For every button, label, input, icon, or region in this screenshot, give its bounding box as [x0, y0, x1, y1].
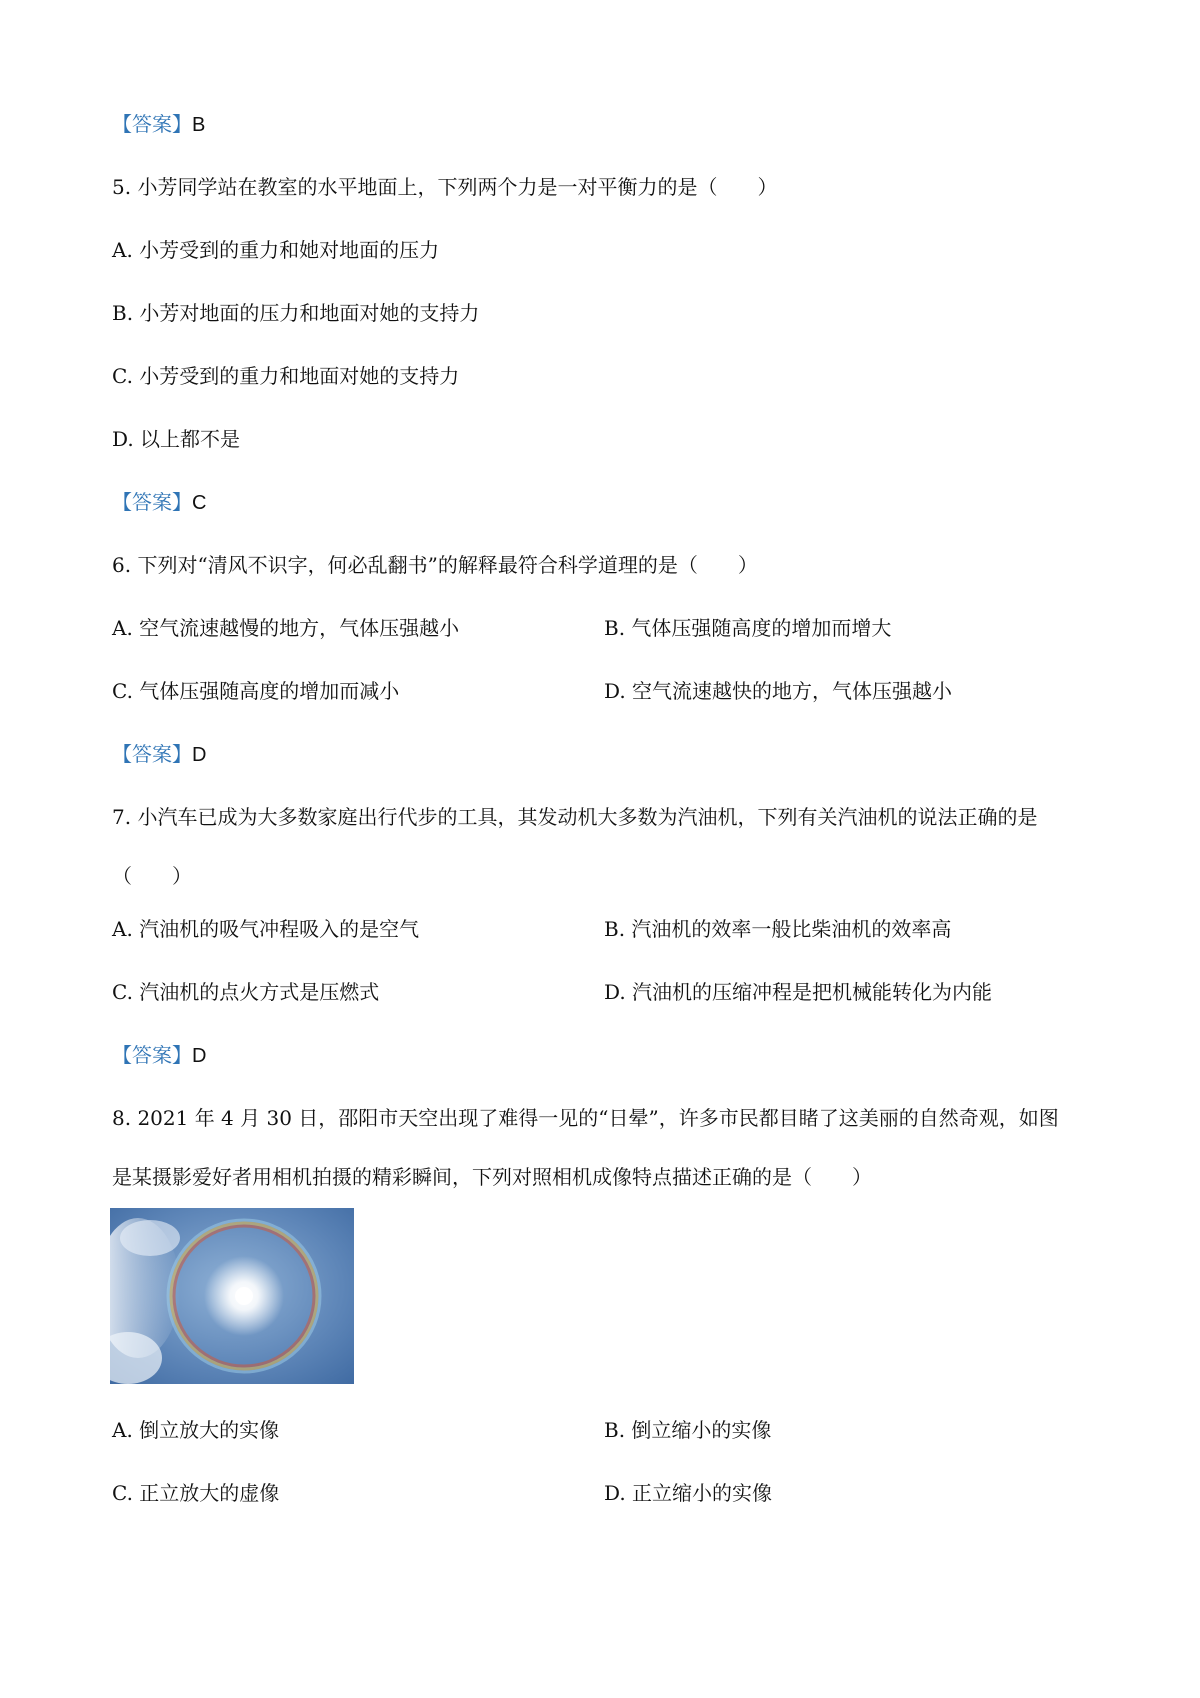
question-7-stem-line1: 7. 小汽车已成为大多数家庭出行代步的工具，其发动机大多数为汽油机，下列有关汽油机的说法正确的是	[112, 805, 1038, 829]
answer-q4	[112, 110, 205, 139]
question-6-option-c: C. 气体压强随高度的增加而减小	[112, 679, 400, 703]
question-7-option-c: C. 汽油机的点火方式是压燃式	[112, 980, 380, 1004]
question-6-option-a: A. 空气流速越慢的地方，气体压强越小	[112, 616, 460, 640]
question-6-option-d: D. 空气流速越快的地方，气体压强越小	[604, 679, 953, 703]
answer-q6	[112, 740, 206, 769]
sun-halo-illustration	[110, 1208, 354, 1384]
question-8-option-c: C. 正立放大的虚像	[112, 1481, 280, 1505]
answer-label: 【答案】	[112, 490, 192, 514]
question-8-stem-line1: 8. 2021 年 4 月 30 日，邵阳市天空出现了难得一见的“日晕”，许多市民都目睹了这美丽的自然奇观，如图	[112, 1106, 1059, 1130]
answer-q7	[112, 1041, 206, 1070]
question-8-stem-line2: 是某摄影爱好者用相机拍摄的精彩瞬间，下列对照相机成像特点描述正确的是（ ）	[112, 1165, 872, 1189]
question-8-option-a: A. 倒立放大的实像	[112, 1418, 280, 1442]
question-5-stem: 5. 小芳同学站在教室的水平地面上，下列两个力是一对平衡力的是（ ）	[112, 175, 778, 199]
question-6-option-b: B. 气体压强随高度的增加而增大	[604, 616, 892, 640]
answer-value: D	[192, 1045, 207, 1067]
question-8-option-b: B. 倒立缩小的实像	[604, 1418, 772, 1442]
question-7-option-d: D. 汽油机的压缩冲程是把机械能转化为内能	[604, 980, 993, 1004]
sun-halo-photo	[110, 1208, 354, 1384]
question-7-stem-line2: （ ）	[112, 864, 192, 888]
answer-label: 【答案】	[112, 112, 192, 136]
answer-label: 【答案】	[112, 1043, 192, 1067]
question-6-stem: 6. 下列对“清风不识字，何必乱翻书”的解释最符合科学道理的是（ ）	[112, 553, 758, 577]
question-5-option-c: C. 小芳受到的重力和地面对她的支持力	[112, 364, 460, 388]
question-5-option-b: B. 小芳对地面的压力和地面对她的支持力	[112, 301, 480, 325]
answer-value: C	[192, 492, 207, 514]
answer-value: B	[192, 114, 206, 136]
question-7-option-b: B. 汽油机的效率一般比柴油机的效率高	[604, 917, 952, 941]
answer-q5	[112, 488, 206, 517]
question-7-option-a: A. 汽油机的吸气冲程吸入的是空气	[112, 917, 420, 941]
answer-label: 【答案】	[112, 742, 192, 766]
answer-value: D	[192, 744, 207, 766]
question-8-option-d: D. 正立缩小的实像	[604, 1481, 773, 1505]
question-5-option-d: D. 以上都不是	[112, 427, 241, 451]
question-5-option-a: A. 小芳受到的重力和她对地面的压力	[112, 238, 440, 262]
